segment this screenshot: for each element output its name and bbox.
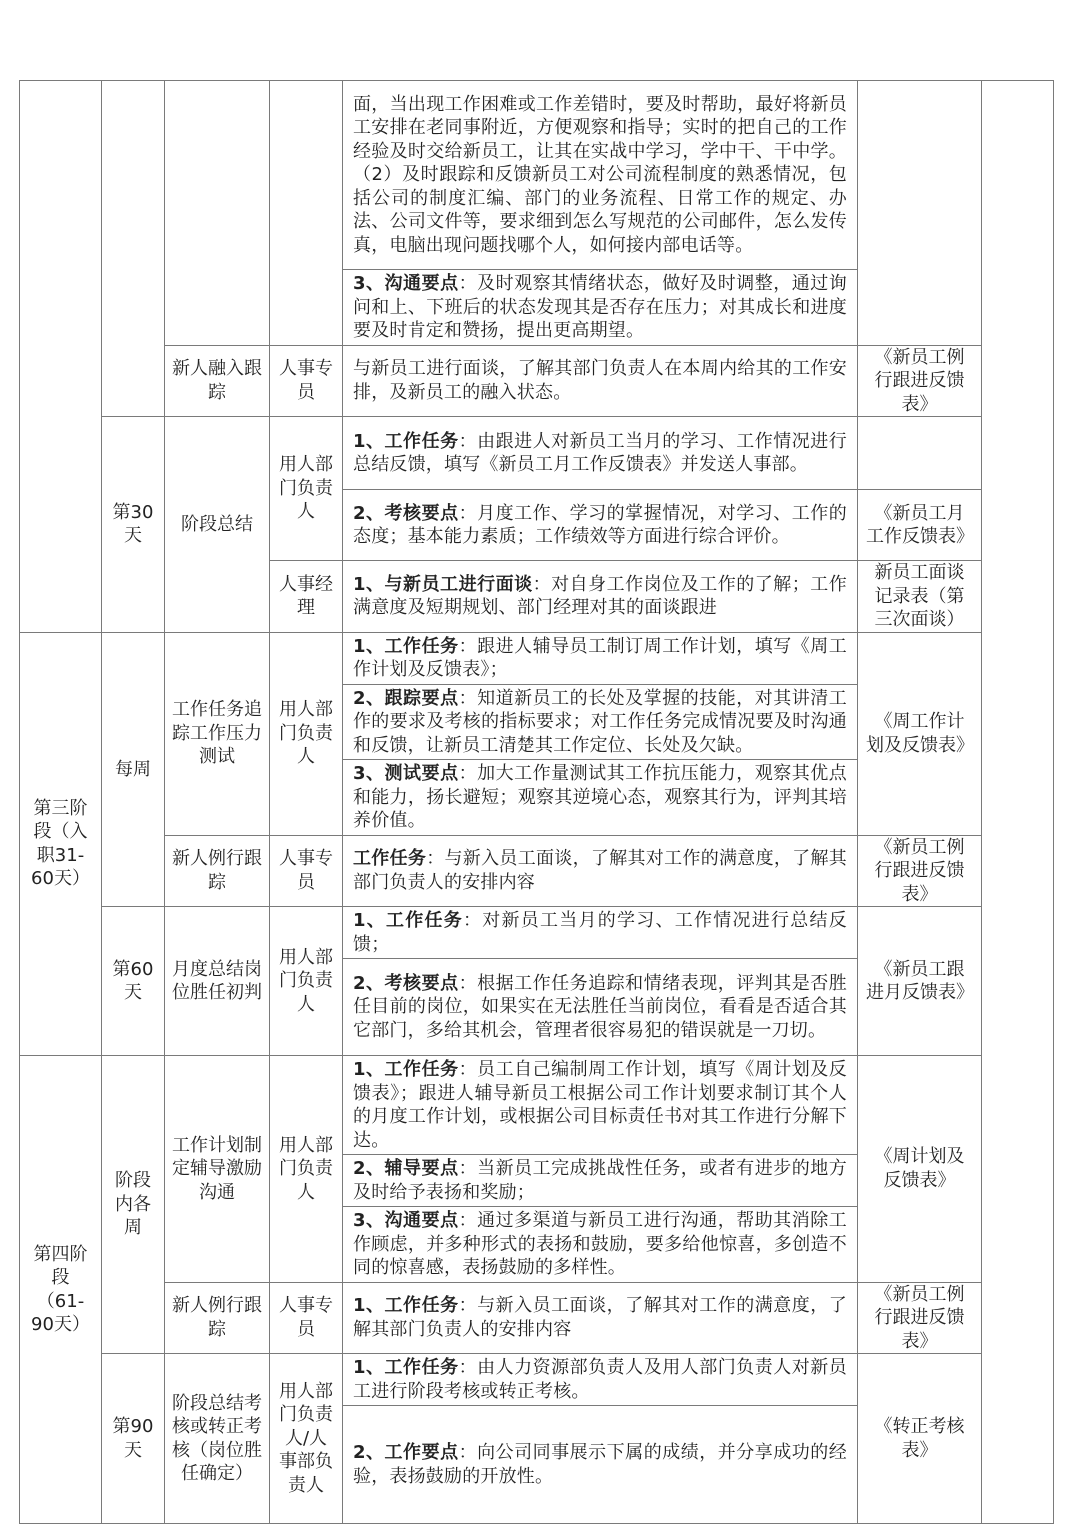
- form-cell: [858, 81, 982, 346]
- person-cell: 用人部门负责人: [270, 417, 343, 561]
- item-cell: 月度总结岗位胜任初判: [165, 907, 270, 1056]
- table-row: [20, 1056, 1054, 1155]
- item-cell: 新人融入跟踪: [165, 345, 270, 417]
- content-cell: 1、工作任务：跟进人辅导员工制订周工作计划，填写《周工作计划及反馈表》；: [343, 632, 858, 684]
- item-cell: 新人例行跟踪: [165, 1282, 270, 1354]
- content-cell: 1、工作任务：与新入员工面谈，了解其对工作的满意度，了解其部门负责人的安排内容: [343, 1282, 858, 1354]
- person-cell: 用人部门负责人/人事部负责人: [270, 1354, 343, 1524]
- person-cell: 用人部门负责人: [270, 907, 343, 1056]
- content-cell: 与新员工进行面谈，了解其部门负责人在本周内给其的工作安排，及新员工的融入状态。: [343, 345, 858, 417]
- person-cell: [270, 81, 343, 346]
- table-row: [20, 835, 1054, 907]
- form-cell: 《新员工跟进月反馈表》: [858, 907, 982, 1056]
- content-cell: 2、跟踪要点：知道新员工的长处及掌握的技能，对其讲清工作的要求及考核的指标要求；对工作任务完成情况要及时沟通和反馈，让新员工清楚其工作定位、长处及欠缺。: [343, 684, 858, 760]
- form-cell: 《周工作计划及反馈表》: [858, 632, 982, 835]
- form-cell: 新员工面谈记录表（第三次面谈）: [858, 561, 982, 633]
- content-cell: 工作任务：与新入员工面谈，了解其对工作的满意度，了解其部门负责人的安排内容: [343, 835, 858, 907]
- form-cell: 《新员工例行跟进反馈表》: [858, 1282, 982, 1354]
- time-cell: 每周: [102, 632, 165, 907]
- table-row: [20, 81, 1054, 270]
- content-cell: 1、工作任务：由跟进人对新员工当月的学习、工作情况进行总结反馈，填写《新员工月工作反馈表》并发送人事部。: [343, 417, 858, 490]
- table-row: [20, 907, 1054, 959]
- table-row: [20, 345, 1054, 417]
- content-cell: 2、考核要点：根据工作任务追踪和情绪表现，评判其是否胜任目前的岗位，如果实在无法胜任当前岗位，看看是否适合其它部门，多给其机会，管理者很容易犯的错误就是一刀切。: [343, 959, 858, 1056]
- person-cell: 人事经理: [270, 561, 343, 633]
- content-cell: 1、工作任务：由人力资源部负责人及用人部门负责人对新员工进行阶段考核或转正考核。: [343, 1354, 858, 1406]
- content-cell: 2、工作要点：向公司同事展示下属的成绩，并分享成功的经验，表扬鼓励的开放性。: [343, 1406, 858, 1524]
- time-cell: 第90天: [102, 1354, 165, 1524]
- time-cell: 第60天: [102, 907, 165, 1056]
- person-cell: 人事专员: [270, 345, 343, 417]
- content-cell: 2、辅导要点：当新员工完成挑战性任务，或者有进步的地方及时给予表扬和奖励；: [343, 1155, 858, 1207]
- person-cell: 用人部门负责人: [270, 632, 343, 835]
- form-cell: 《新员工例行跟进反馈表》: [858, 835, 982, 907]
- person-cell: 用人部门负责人: [270, 1056, 343, 1283]
- table-row: [20, 1282, 1054, 1354]
- item-cell: 新人例行跟踪: [165, 835, 270, 907]
- content-cell: 3、测试要点：加大工作量测试其工作抗压能力，观察其优点和能力，扬长避短；观察其逆境心态，观察其行为，评判其培养价值。: [343, 760, 858, 836]
- table-row: [20, 1354, 1054, 1406]
- table-row: [20, 632, 1054, 684]
- item-cell: 工作任务追踪工作压力测试: [165, 632, 270, 835]
- form-cell: [858, 417, 982, 490]
- form-cell: 《新员工例行跟进反馈表》: [858, 345, 982, 417]
- item-cell: 阶段总结: [165, 417, 270, 633]
- content-cell: 面，当出现工作困难或工作差错时，要及时帮助，最好将新员工安排在老同事附近，方便观察和指导；实时的把自己的工作经验及时交给新员工，让其在实战中学习，学中干、干中学。（2）及时跟踪和反馈新员工对公司流程制度的熟悉情况，包括公司的制度汇编、部门的业务流程、日常工作的规定、办法、公司文件等，要求细到怎么写规范的公司邮件，怎么发传真，电脑出现问题找哪个人，如何接内部电话等。: [343, 81, 858, 270]
- person-cell: 人事专员: [270, 835, 343, 907]
- content-cell: 1、与新员工进行面谈：对自身工作岗位及工作的了解；工作满意度及短期规划、部门经理对其的面谈跟进: [343, 561, 858, 633]
- item-cell: [165, 81, 270, 346]
- content-cell: 2、考核要点：月度工作、学习的掌握情况，对学习、工作的态度；基本能力素质；工作绩效等方面进行综合评价。: [343, 490, 858, 561]
- content-cell: 1、工作任务：员工自己编制周工作计划，填写《周计划及反馈表》；跟进人辅导新员工根据公司工作计划要求制订其个人的月度工作计划，或根据公司目标责任书对其工作进行分解下达。: [343, 1056, 858, 1155]
- form-cell: 《转正考核表》: [858, 1354, 982, 1524]
- onboarding-plan-table: [19, 80, 1054, 1524]
- table-row: [20, 417, 1054, 490]
- item-cell: 阶段总结考核或转正考核（岗位胜任确定）: [165, 1354, 270, 1524]
- person-cell: 人事专员: [270, 1282, 343, 1354]
- content-cell: 3、沟通要点：及时观察其情绪状态，做好及时调整，通过询问和上、下班后的状态发现其是否存在压力；对其成长和进度要及时肯定和赞扬，提出更高期望。: [343, 270, 858, 346]
- time-cell: [102, 81, 165, 417]
- remark-column: [982, 81, 1054, 1524]
- time-cell: 第30天: [102, 417, 165, 633]
- form-cell: 《周计划及反馈表》: [858, 1056, 982, 1283]
- form-cell: 《新员工月工作反馈表》: [858, 490, 982, 561]
- stage-cell: 第四阶段（61-90天）: [20, 1056, 102, 1524]
- stage-cell: 第三阶段（入职31-60天）: [20, 632, 102, 1056]
- content-cell: 3、沟通要点：通过多渠道与新员工进行沟通，帮助其消除工作顾虑，并多种形式的表扬和鼓励，要多给他惊喜，多创造不同的惊喜感，表扬鼓励的多样性。: [343, 1207, 858, 1283]
- item-cell: 工作计划制定辅导激励沟通: [165, 1056, 270, 1283]
- time-cell: 阶段内各周: [102, 1056, 165, 1354]
- content-cell: 1、工作任务：对新员工当月的学习、工作情况进行总结反馈；: [343, 907, 858, 959]
- stage-cell: [20, 81, 102, 633]
